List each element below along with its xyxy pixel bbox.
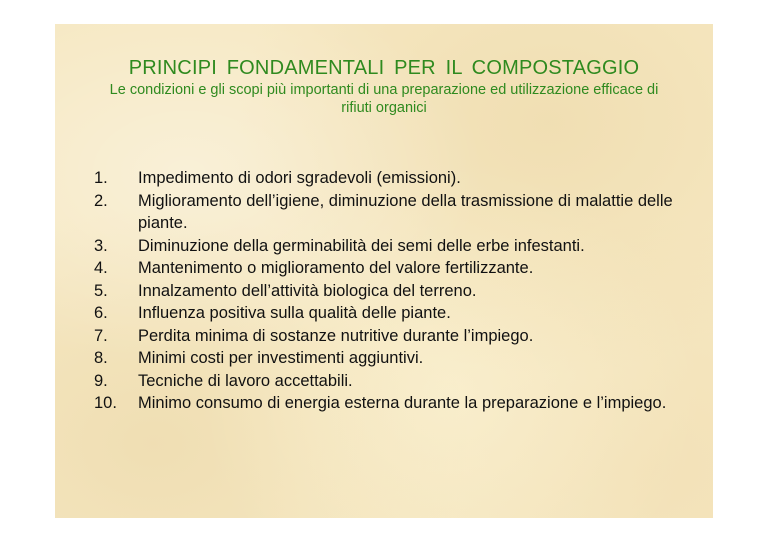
list-item <box>94 325 684 348</box>
list-item-number: 3. <box>94 236 108 255</box>
list-item-text: Mantenimento o miglioramento del valore fertilizzante. <box>138 259 534 277</box>
slide-subtitle: Le condizioni e gli scopi più importanti di una preparazione ed utilizzazione efficace di rifiuti organici <box>109 82 659 116</box>
list-item <box>94 167 684 190</box>
list-item-text: Innalzamento dell’attività biologica del terreno. <box>138 281 477 300</box>
list-item <box>94 347 684 370</box>
list-item-text: Impedimento di odori sgradevoli (emissioni). <box>138 169 461 187</box>
list-item <box>94 235 684 258</box>
list-item-number: 7. <box>94 326 108 345</box>
principles-list <box>94 167 684 415</box>
list-item-number: 9. <box>94 371 108 390</box>
list-item-text: Perdita minima di sostanze nutritive durante l’impiego. <box>138 326 534 345</box>
list-item-text: Tecniche di lavoro accettabili. <box>138 371 353 390</box>
list-item-number: 2. <box>94 191 108 210</box>
list-item-number: 5. <box>94 281 108 300</box>
list-item <box>94 302 684 325</box>
slide <box>55 24 713 518</box>
list-item-text: Miglioramento dell’igiene, diminuzione della trasmissione di malattie delle piante. <box>138 191 673 232</box>
slide-title: PRINCIPI FONDAMENTALI PER IL COMPOSTAGGIO <box>128 57 640 79</box>
list-item-number: 10. <box>94 394 117 412</box>
list-item-number: 1. <box>94 169 108 187</box>
list-item-text: Minimo consumo di energia esterna durante la preparazione e l’impiego. <box>138 394 667 412</box>
list-item-number: 6. <box>94 304 108 322</box>
list-item <box>94 392 684 415</box>
list-item <box>94 280 684 303</box>
list-item-number: 8. <box>94 349 108 367</box>
list-item-text: Minimi costi per investimenti aggiuntivi. <box>138 349 424 367</box>
list-item <box>94 257 684 280</box>
list-item <box>94 190 684 235</box>
list-item-number: 4. <box>94 259 108 277</box>
list-item-text: Influenza positiva sulla qualità delle piante. <box>138 304 451 322</box>
list-item-text: Diminuzione della germinabilità dei semi delle erbe infestanti. <box>138 236 585 255</box>
list-item <box>94 370 684 393</box>
